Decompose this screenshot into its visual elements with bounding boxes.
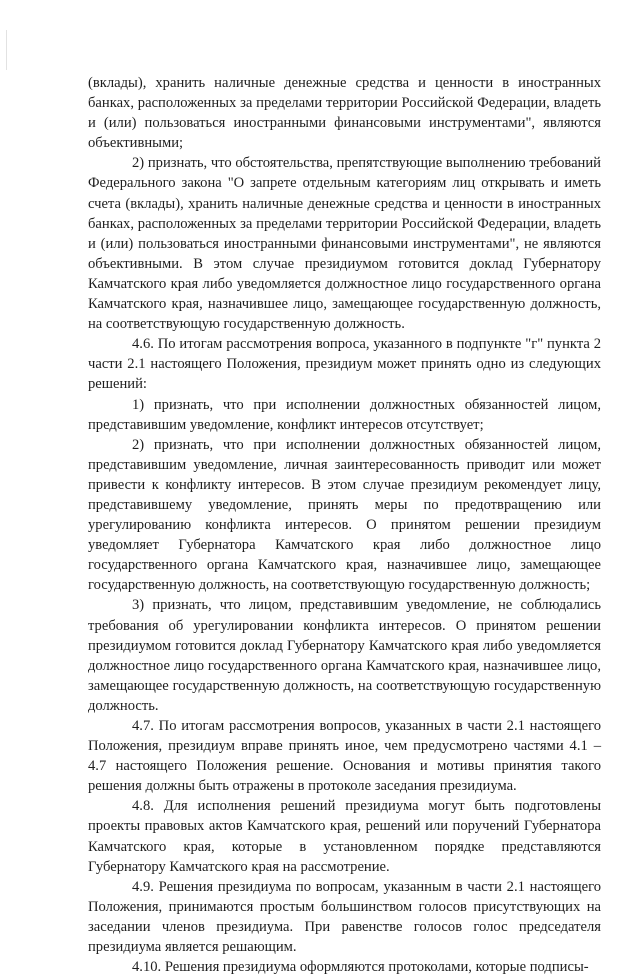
paragraph-4-7: 4.7. По итогам рассмотрения вопросов, указанных в части 2.1 настоящего Положения, президиум вправе принять иное, чем предусмотрено частями 4.1 – 4.7 настоящего Положения решение. Основания и мотивы принятия такого решения должны быть отражены в протоколе заседания президиума. <box>88 718 601 795</box>
paragraph-4-6-item-2: 2) признать, что при исполнении должностных обязанностей лицом, представившим уведомление, личная заинтересованность приводит или может привести к конфликту интересов. В этом случае президиум рекомендует лицу, представившему уведомление, принять меры по предотвращению или урегулированию конфликта интересов. О принятом решении президиум уведомляет Губернатора Камчатского края либо должностное лицо государственного органа Камчатского края, назначившее лицо, замещающее государственную должность, на соответствующую государственную должность; <box>88 436 601 594</box>
document-body <box>88 73 601 977</box>
paragraph-4-6-item-1: 1) признать, что при исполнении должностных обязанностей лицом, представившим уведомление, конфликт интересов отсутствует; <box>88 396 601 433</box>
paragraph-4-8: 4.8. Для исполнения решений президиума могут быть подготовлены проекты правовых актов Камчатского края, решений или поручений Губернатора Камчатского края, которые в установленном порядке представляются Губернатору Камчатского края на рассмотрение. <box>88 798 601 875</box>
scan-edge-mark <box>6 30 7 70</box>
paragraph-item-2-not-objective: 2) признать, что обстоятельства, препятствующие выполнению требований Федерального закона "О запрете отдельным категориям лиц открывать и иметь счета (вклады), хранить наличные денежные средства и ценности в иностранных банках, расположенных за пределами территории Российской Федерации, владеть и (или) пользоваться иностранными финансовыми инструментами", не являются объективными. В этом случае президиумом готовится доклад Губернатору Камчатского края либо уведомляется должностное лицо государственного органа Камчатского края, назначившее лицо, замещающее государственную должность, на соответствующую государственную должность. <box>88 155 601 333</box>
paragraph-4-9: 4.9. Решения президиума по вопросам, указанным в части 2.1 настоящего Положения, принимаются простым большинством голосов присутствующих на заседании членов президиума. При равенстве голосов голос председателя президиума является решающим. <box>88 878 601 956</box>
paragraph-continuation: (вклады), хранить наличные денежные средства и ценности в иностранных банках, расположенных за пределами территории Российской Федерации, владеть и (или) пользоваться иностранными финансовыми инструментами", являются объективными; <box>88 75 601 152</box>
paragraph-4-10: 4.10. Решения президиума оформляются протоколами, которые подписы- <box>132 959 589 976</box>
paragraph-4-6-item-3: 3) признать, что лицом, представившим уведомление, не соблюдались требования об урегулировании конфликта интересов. О принятом решении президиумом готовится доклад Губернатору Камчатского края либо уведомляется должностное лицо государственного органа Камчатского края, назначившее лицо, замещающее государственную должность, на соответствующую государственную должность. <box>88 597 601 714</box>
paragraph-4-6: 4.6. По итогам рассмотрения вопроса, указанного в подпункте "г" пункта 2 части 2.1 настоящего Положения, президиум может принять одно из следующих решений: <box>88 336 601 393</box>
